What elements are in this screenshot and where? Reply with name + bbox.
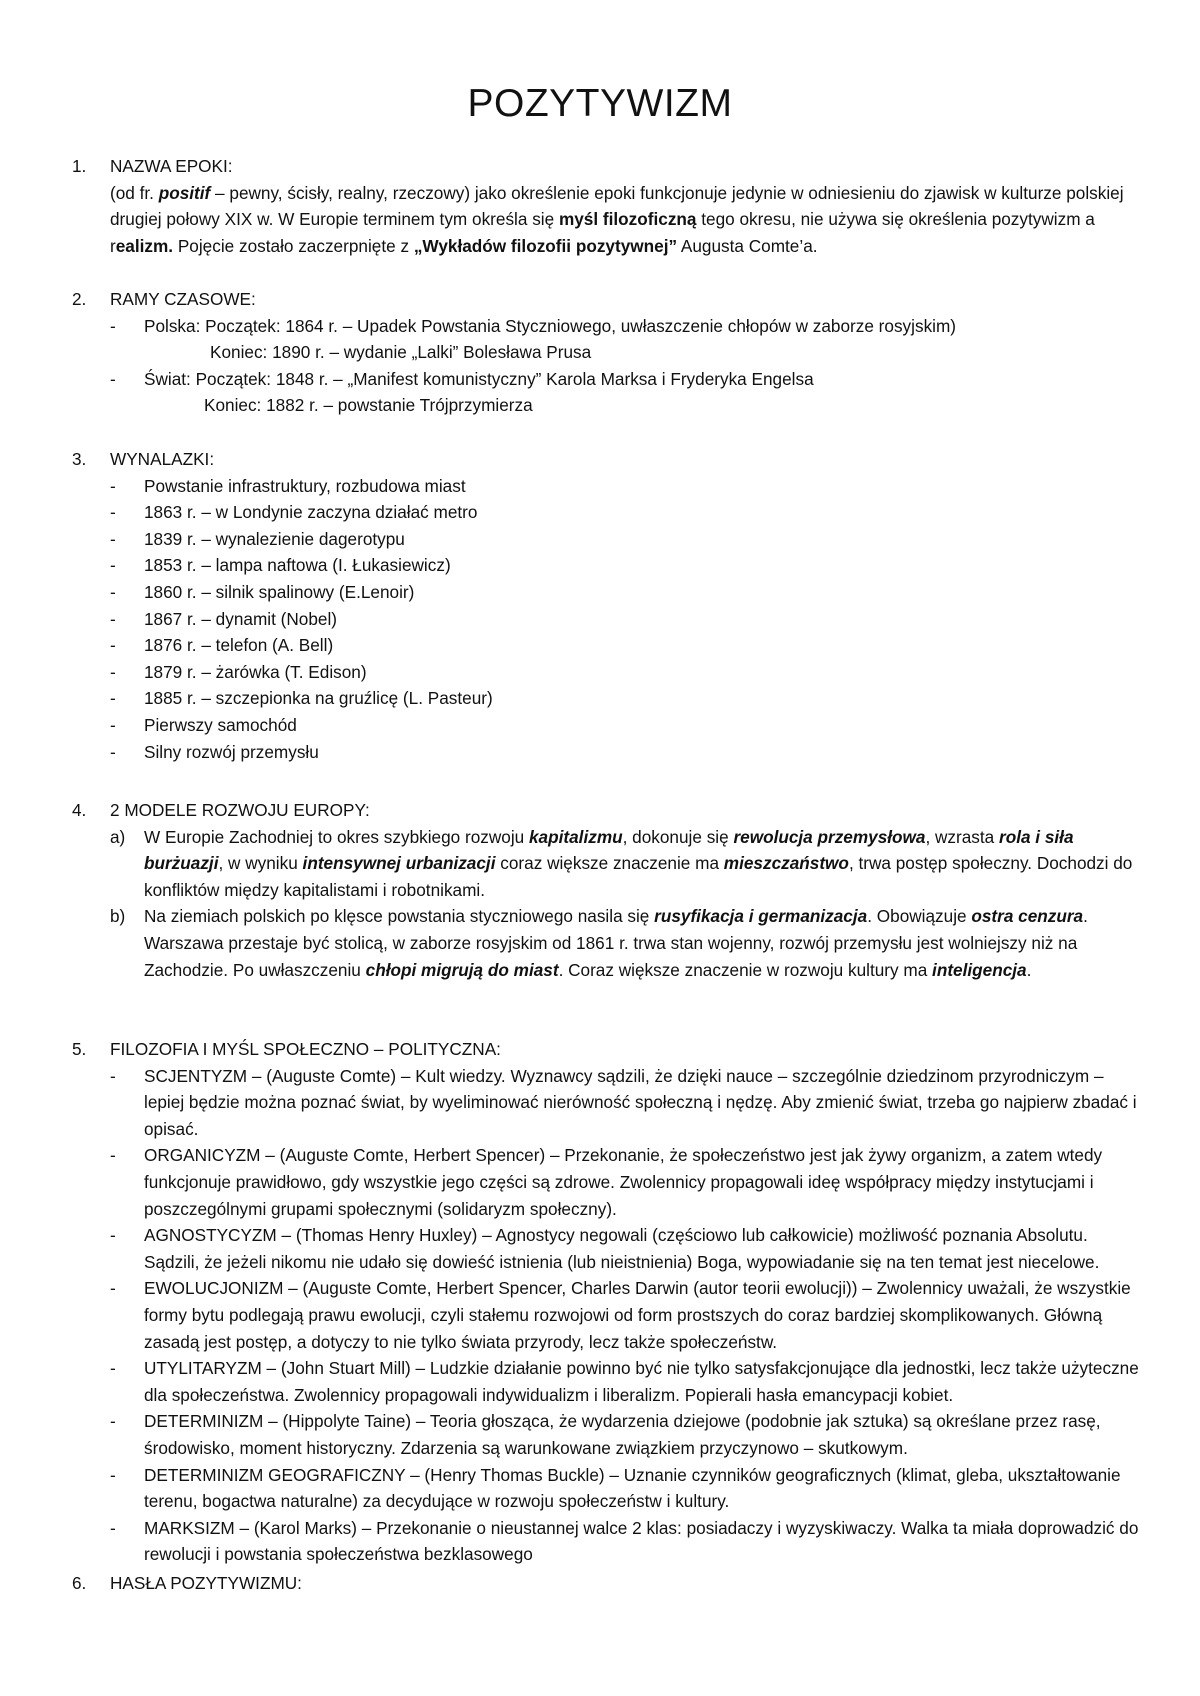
section-heading: 2 MODELE ROZWOJU EUROPY: [110,800,370,820]
list-item: - 1876 r. – telefon (A. Bell) [110,635,334,656]
page-title: POZYTYWIZM [467,82,733,125]
section-number: 6. [72,1573,87,1593]
list-item: - SCJENTYZM – (Auguste Comte) – Kult wiedzy. Wyznawcy sądzili, że dzięki nauce – szczególnie dziedzinom przyrodniczym – lepiej będzie można poznać świat, by wyeliminować nierówność społeczną i nędzę. Aby zmienić świat, trzeba go najpierw zbadać i opisać. [110,1065,1137,1139]
section-heading: NAZWA EPOKI: [110,156,233,176]
list-item: - DETERMINIZM GEOGRAFICZNY – (Henry Thomas Buckle) – Uznanie czynników geograficznych (klimat, gleba, ukształtowanie terenu, bogactwa naturalne) za decydujące w rozwoju społeczeństw i kultury. [110,1464,1121,1512]
section-number: 5. [72,1039,87,1059]
section-number: 4. [72,800,87,820]
list-item: - 1879 r. – żarówka (T. Edison) [110,661,367,682]
list-item: - Powstanie infrastruktury, rozbudowa miast [110,475,466,496]
list-item: - Pierwszy samochód [110,714,297,735]
list-item: - Silny rozwój przemysłu [110,741,319,762]
list-item-a: a) W Europie Zachodniej to okres szybkiego rozwoju kapitalizmu, dokonuje się rewolucja przemysłowa, wzrasta rola i siła burżuazji, w wyniku intensywnej urbanizacji coraz większe znaczenie ma mieszczaństwo, trwa postęp społeczny. Dochodzi do konfliktów między kapitalistami i robotnikami. [110,826,1133,900]
list-item: - Polska: Początek: 1864 r. – Upadek Powstania Styczniowego, uwłaszczenie chłopów w zaborze rosyjskim) [110,315,957,336]
list-item: - 1867 r. – dynamit (Nobel) [110,608,337,629]
list-item: - DETERMINIZM – (Hippolyte Taine) – Teoria głosząca, że wydarzenia dziejowe (podobnie jak sztuka) są określane przez rasę, środowisko, moment historyczny. Zdarzenia są warunkowane związkiem przyczynowo – skutkowym. [110,1411,1101,1458]
section-heading: RAMY CZASOWE: [110,289,256,309]
section-hasla [72,1570,1142,1597]
section-modele-rozwoju [72,797,1142,983]
section-ramy-czasowe [72,286,1142,419]
section-paragraph: (od fr. positif – pewny, ścisły, realny, rzeczowy) jako określenie epoki funkcjonuje jedynie w odniesieniu do zjawisk w kulturze polskiej drugiej połowy XIX w. W Europie terminem tym określa się myśl filozoficzną tego okresu, nie używa się określenia pozytywizm a realizm. Pojęcie zostało zaczerpnięte z „Wykładów filozofii pozytywnej” Augusta Comte’a. [110,182,1124,256]
section-nazwa-epoki [72,153,1142,259]
list-item: - EWOLUCJONIZM – (Auguste Comte, Herbert Spencer, Charles Darwin (autor teorii ewolucji)) – Zwolennicy uważali, że wszystkie formy bytu podlegają prawu ewolucji, czyli stałemu rozwojowi od form prostszych do coraz bardziej skomplikowanych. Główną zasadą jest postęp, a dotyczy to nie tylko świata przyrody, lecz także społeczeństw. [110,1278,1131,1352]
list-item: - ORGANICYZM – (Auguste Comte, Herbert Spencer) – Przekonanie, że społeczeństwo jest jak żywy organizm, a zatem wtedy funkcjonuje prawidłowo, gdy wszystkie jego części są zdrowe. Zwolennicy propagowali ideę współpracy między instytucjami i poszczególnymi grupami społecznymi (solidaryzm społeczny). [110,1145,1103,1219]
section-number: 3. [72,449,87,469]
list-item-continuation: Koniec: 1890 r. – wydanie „Lalki” Bolesława Prusa [210,342,592,363]
list-item: - 1839 r. – wynalezienie dagerotypu [110,528,405,549]
section-heading: HASŁA POZYTYWIZMU: [110,1573,302,1593]
list-item: - MARKSIZM – (Karol Marks) – Przekonanie o nieustannej walce 2 klas: posiadaczy i wyzyskiwaczy. Walka ta miała doprowadzić do rewolucji i powstania społeczeństwa bezklasowego [110,1517,1139,1565]
section-filozofia [72,1036,1142,1568]
section-wynalazki [72,446,1142,765]
section-number: 1. [72,156,87,176]
list-item: - 1860 r. – silnik spalinowy (E.Lenoir) [110,581,415,602]
list-item: - UTYLITARYZM – (John Stuart Mill) – Ludzkie działanie powinno być nie tylko satysfakcjonujące dla jednostki, lecz także użyteczne dla społeczeństwa. Zwolennicy propagowali indywidualizm i liberalizm. Popierali hasła emancypacji kobiet. [110,1358,1139,1405]
section-heading: FILOZOFIA I MYŚL SPOŁECZNO – POLITYCZNA: [110,1039,501,1059]
list-item: - 1853 r. – lampa naftowa (I. Łukasiewicz) [110,555,451,576]
list-item: - 1863 r. – w Londynie zaczyna działać metro [110,502,478,523]
list-item: - 1885 r. – szczepionka na gruźlicę (L. Pasteur) [110,688,493,709]
section-heading: WYNALAZKI: [110,449,215,469]
list-item-continuation: Koniec: 1882 r. – powstanie Trójprzymierza [204,395,533,416]
list-item-b: b) Na ziemiach polskich po klęsce powstania styczniowego nasila się rusyfikacja i germanizacja. Obowiązuje ostra cenzura. Warszawa przestaje być stolicą, w zaborze rosyjskim od 1861 r. trwa stan wojenny, rozwój przemysłu jest wolniejszy niż na Zachodzie. Po uwłaszczeniu chłopi migrują do miast. Coraz większe znaczenie w rozwoju kultury ma inteligencja. [110,906,1088,980]
list-item: - AGNOSTYCYZM – (Thomas Henry Huxley) – Agnostycy negowali (częściowo lub całkowicie) możliwość poznania Absolutu. Sądzili, że jeżeli nikomu nie udało się dowieść istnienia (lub nieistnienia) Boga, wypowiadanie się na ten temat jest niecelowe. [110,1225,1100,1272]
list-item: - Świat: Początek: 1848 r. – „Manifest komunistyczny” Karola Marksa i Fryderyka Engelsa [110,368,814,389]
section-number: 2. [72,289,87,309]
